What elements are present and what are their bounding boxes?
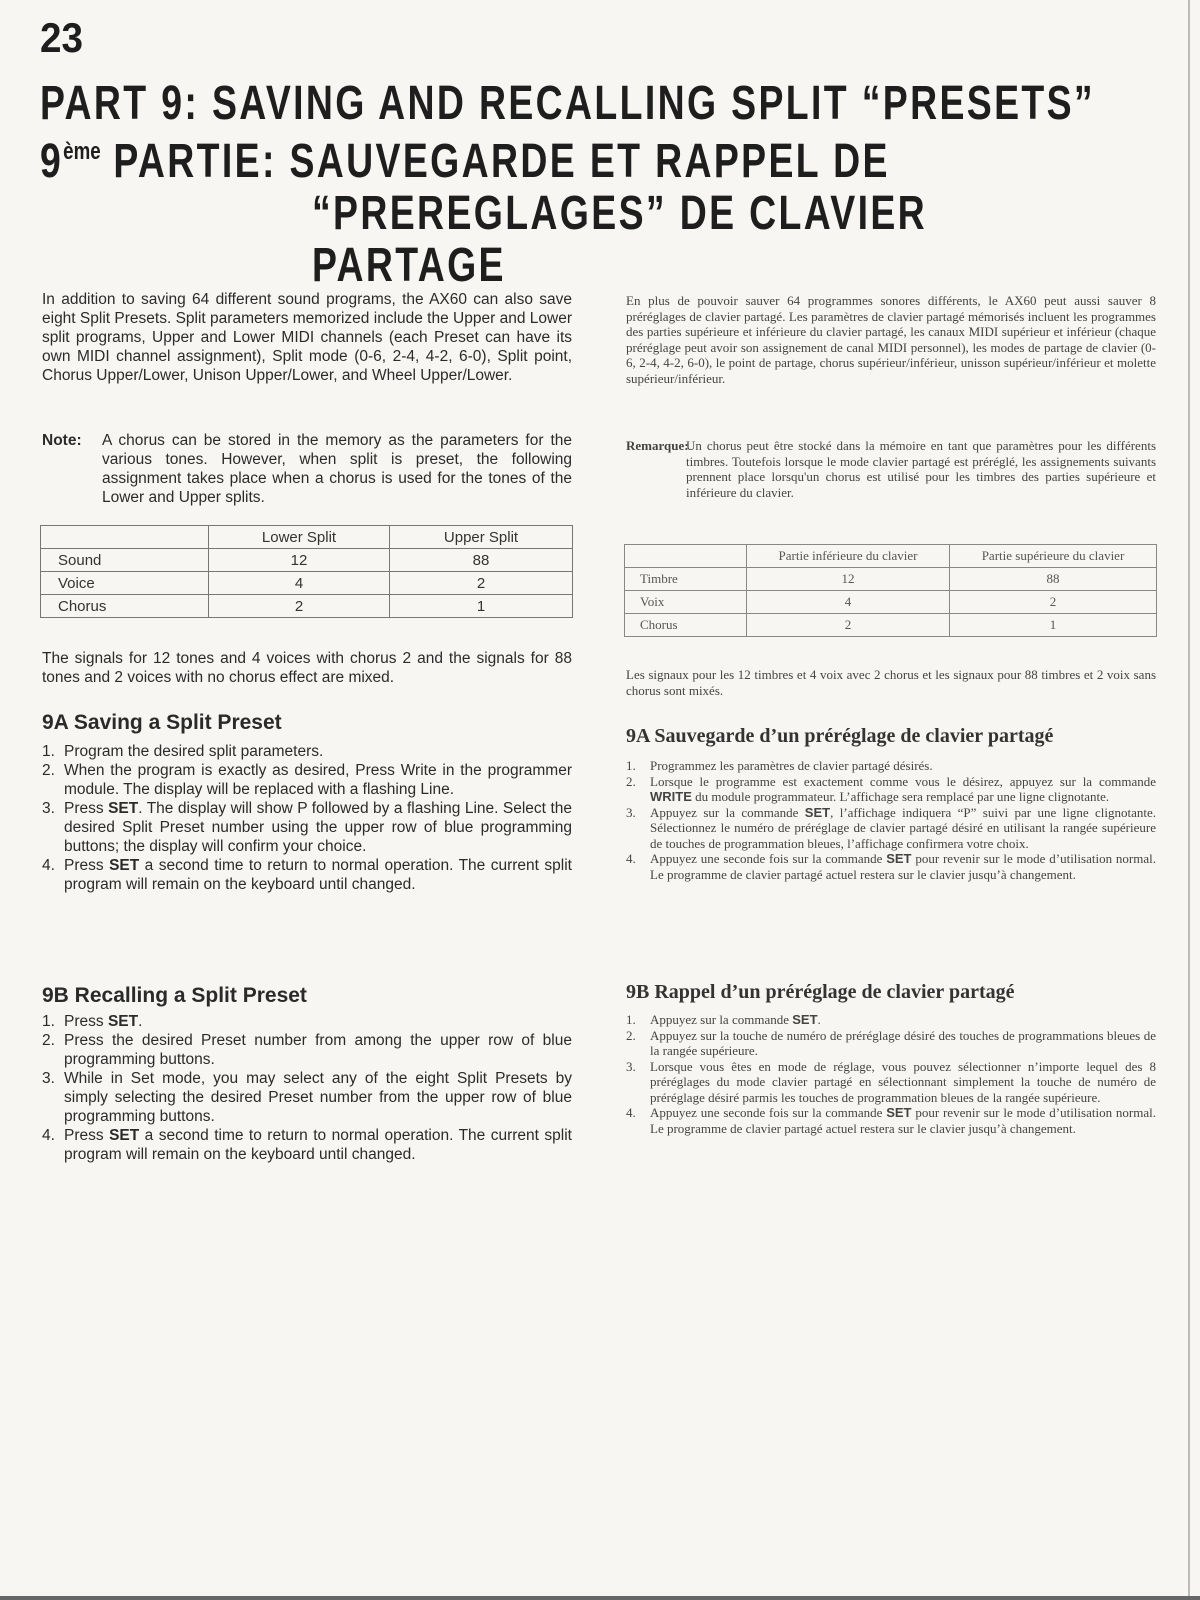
step-text: Appuyez sur la touche de numéro de préréglage désiré des touches de programmations bleues de la rangée supérieure. <box>650 1027 1156 1058</box>
list-item <box>42 1069 572 1126</box>
table-row <box>41 572 573 595</box>
table-cell: 2 <box>209 595 390 618</box>
heading-french-line-2: “PREREGLAGES” DE CLAVIER <box>312 187 928 240</box>
set-key-label: SET <box>108 800 139 817</box>
list-item <box>42 1031 572 1069</box>
step-number: 2. <box>626 1027 636 1043</box>
list-item <box>626 1012 1156 1028</box>
list-item <box>626 1105 1156 1136</box>
steps-list <box>42 742 572 894</box>
step-number: 2. <box>42 1032 55 1049</box>
step-text: Program the desired split parameters. <box>64 743 324 760</box>
steps-list <box>42 1012 572 1164</box>
table-cell: Chorus <box>41 595 209 618</box>
step-text: Press <box>64 857 110 874</box>
table-header-row <box>625 545 1157 568</box>
table-cell: Sound <box>41 549 209 572</box>
step-text: Press <box>64 800 109 817</box>
section-9b-title-en: 9B Recalling a Split Preset <box>42 984 307 1007</box>
step-text: When the program is exactly as desired, Press Write in the programmer module. The display will be replaced with a flashing Line. <box>64 762 572 798</box>
heading-french-line-3: PARTAGE <box>312 239 506 292</box>
list-item <box>626 758 1156 774</box>
table-row <box>625 614 1157 637</box>
note-en <box>42 431 572 507</box>
step-text: Lorsque le programme est exactement comme vous le désirez, appuyez sur la commande <box>650 773 1156 789</box>
table-cell: 12 <box>209 549 390 572</box>
table-cell: 88 <box>950 568 1157 591</box>
table-cell: 4 <box>747 591 950 614</box>
table-header-cell <box>41 526 209 549</box>
table-cell: Voix <box>625 591 747 614</box>
step-number: 2. <box>42 762 55 779</box>
set-key-label: SET <box>109 857 140 874</box>
step-text: Lorsque vous êtes en mode de réglage, vous pouvez sélectionner n’importe lequel des 8 préréglages du mode clavier partagé en sélectionnant simplement la touche de numéro de préréglage désiré parmis les touches de programmation bleues de la rangée supérieure. <box>650 1058 1156 1105</box>
step-text: a second time to return to normal operation. The current split program will remain on the keyboard until changed. <box>64 857 572 893</box>
list-item <box>42 1012 572 1031</box>
heading-french-text-1: PARTIE: SAUVEGARDE ET RAPPEL DE <box>100 135 890 188</box>
list-item <box>42 761 572 799</box>
table-row <box>625 591 1157 614</box>
step-text: pour revenir sur le mode d’utilisation normal. Le programme de clavier partagé actuel restera sur le clavier jusqu’à changement. <box>650 1105 1156 1136</box>
heading-french-line-1 <box>40 134 890 189</box>
list-item <box>42 799 572 856</box>
write-key-label: WRITE <box>650 789 692 804</box>
table-cell: 88 <box>390 549 573 572</box>
table-header-cell: Partie supérieure du clavier <box>950 545 1157 568</box>
note-label-en: Note: <box>42 432 82 449</box>
step-text: du module programmateur. L’affichage sera remplacé par une ligne clignotante. <box>691 789 1110 804</box>
step-text: Press <box>64 1127 110 1144</box>
heading-english: PART 9: SAVING AND RECALLING SPLIT “PRESETS” <box>40 77 1095 130</box>
table-cell: Voice <box>41 572 209 595</box>
page-edge-divider <box>1188 0 1190 1600</box>
step-number: 4. <box>626 1105 636 1120</box>
table-cell: 4 <box>209 572 390 595</box>
step-text: a second time to return to normal operation. The current split program will remain on the keyboard until changed. <box>64 1127 572 1163</box>
table-cell: 1 <box>390 595 573 618</box>
list-item <box>626 1028 1156 1059</box>
step-number: 3. <box>626 1058 636 1074</box>
section-9a-steps-fr <box>626 758 1156 882</box>
note-label-fr: Remarque: <box>626 438 689 453</box>
section-9b-steps-fr <box>626 1012 1156 1136</box>
section-9b-steps-en <box>42 1012 572 1164</box>
step-number: 4. <box>626 851 636 866</box>
intro-paragraph-fr: En plus de pouvoir sauver 64 programmes sonores différents, le AX60 peut aussi sauver 8 préréglages de clavier partagé. Les paramètres de clavier partagé mémorisés incluent les programmes des parties supérieure et inférieure du clavier partagé, les canaux MIDI supérieur et inférieur (chaque préréglage peut avoir son assignement de canal MIDI personnel), les modes de partage de clavier (0-6, 2-4, 4-2, 6-0), le point de partage, chorus supérieur/inférieur, unisson supérieur/inférieur et molette supérieur/inférieur. <box>626 293 1156 386</box>
table-cell: 12 <box>747 568 950 591</box>
section-9a-steps-en <box>42 742 572 894</box>
table-header-cell: Upper Split <box>390 526 573 549</box>
set-key-label: SET <box>886 851 912 866</box>
list-item <box>626 805 1156 852</box>
set-key-label: SET <box>107 1013 139 1030</box>
steps-list <box>626 1012 1156 1136</box>
note-text-en: A chorus can be stored in the memory as the parameters for the various tones. However, when split is preset, the following assignment takes place when a chorus is used for the tones of the Lower and Upper splits. <box>102 432 572 506</box>
step-text: pour revenir sur le mode d’utilisation normal. Le programme de clavier partagé actuel restera sur le clavier jusqu’à changement. <box>650 851 1156 882</box>
split-table-en <box>40 525 573 618</box>
step-text: . <box>138 1013 143 1030</box>
section-9b-title-fr: 9B Rappel d’un préréglage de clavier partagé <box>626 981 1015 1003</box>
step-number: 4. <box>42 857 55 874</box>
list-item <box>626 774 1156 805</box>
step-text: Appuyez une seconde fois sur la commande <box>650 1105 887 1120</box>
table-header-cell <box>625 545 747 568</box>
note-text-fr: Un chorus peut être stocké dans la mémoire en tant que paramètres pour les différents timbres. Toutefois lorsque le mode clavier partagé est préréglé, les assignements suivants prennent place lorsqu'un chorus est utilisé pour les timbres des parties supérieure et inférieure du clavier. <box>686 438 1156 500</box>
step-number: 1. <box>42 1013 55 1030</box>
split-table-fr <box>624 544 1157 637</box>
table-header-cell: Lower Split <box>209 526 390 549</box>
table-cell: 2 <box>390 572 573 595</box>
steps-list <box>626 758 1156 882</box>
table-cell: 2 <box>950 591 1157 614</box>
set-key-label: SET <box>792 1012 818 1027</box>
table-row <box>625 568 1157 591</box>
section-9a-title-en: 9A Saving a Split Preset <box>42 711 282 734</box>
step-number: 3. <box>42 800 55 817</box>
table-header-row <box>41 526 573 549</box>
list-item <box>626 851 1156 882</box>
step-number: 4. <box>42 1127 55 1144</box>
signals-paragraph-fr: Les signaux pour les 12 timbres et 4 voix avec 2 chorus et les signaux pour 88 timbres et 2 voix sans chorus sont mixés. <box>626 667 1156 698</box>
table-header-cell: Partie inférieure du clavier <box>747 545 950 568</box>
step-number: 1. <box>626 758 636 773</box>
page-bottom-edge <box>0 1596 1200 1600</box>
step-number: 3. <box>626 804 636 820</box>
set-key-label: SET <box>804 804 831 820</box>
set-key-label: SET <box>109 1127 140 1144</box>
step-number: 2. <box>626 773 636 789</box>
step-text: Appuyez sur la commande <box>650 1012 793 1027</box>
intro-paragraph-en: In addition to saving 64 different sound programs, the AX60 can also save eight Split Presets. Split parameters memorized include the Upper and Lower split programs, Upper and Lower MIDI channels (each Preset can have its own MIDI channel assignment), Split mode (0-6, 2-4, 4-2, 6-0), Split point, Chorus Upper/Lower, Unison Upper/Lower, and Wheel Upper/Lower. <box>42 291 572 384</box>
table-cell: Timbre <box>625 568 747 591</box>
list-item <box>626 1059 1156 1106</box>
step-text: Press the desired Preset number from among the upper row of blue programming buttons. <box>64 1032 572 1068</box>
list-item <box>42 856 572 894</box>
step-number: 1. <box>626 1012 636 1027</box>
step-number: 3. <box>42 1070 55 1087</box>
table-cell: 1 <box>950 614 1157 637</box>
note-fr <box>626 438 1156 500</box>
section-9a-title-fr: 9A Sauvegarde d’un préréglage de clavier partagé <box>626 725 1054 747</box>
step-text: Programmez les paramètres de clavier partagé désirés. <box>650 758 933 773</box>
step-text: , l’affichage indiquera “P” suivi par une ligne clignotante. Sélectionnez le numéro de préréglage de clavier partagé désiré en utilisant la rangée supérieure de touches de programmation bleues, l’affichage confirmera votre choix. <box>650 804 1156 851</box>
set-key-label: SET <box>886 1105 912 1120</box>
table-cell: Chorus <box>625 614 747 637</box>
step-text: Appuyez sur la commande <box>650 804 805 820</box>
step-text: While in Set mode, you may select any of the eight Split Presets by simply selecting the desired Preset number from the upper row of blue programming buttons. <box>64 1070 572 1125</box>
heading-french-superscript: ème <box>63 138 101 165</box>
step-number: 1. <box>42 743 55 760</box>
list-item <box>42 742 572 761</box>
step-text: . <box>817 1012 821 1027</box>
table-row <box>41 595 573 618</box>
heading-french-prefix: 9 <box>40 135 64 188</box>
step-text: Appuyez une seconde fois sur la commande <box>650 851 887 866</box>
signals-paragraph-en: The signals for 12 tones and 4 voices with chorus 2 and the signals for 88 tones and 2 voices with no chorus effect are mixed. <box>42 650 572 686</box>
table-cell: 2 <box>747 614 950 637</box>
list-item <box>42 1126 572 1164</box>
step-text: Press <box>64 1013 108 1030</box>
table-row <box>41 549 573 572</box>
page-number: 23 <box>40 14 83 61</box>
step-text: . The display will show P followed by a flashing Line. Select the desired Split Preset number using the upper row of blue programming buttons; the display will confirm your choice. <box>64 800 572 855</box>
